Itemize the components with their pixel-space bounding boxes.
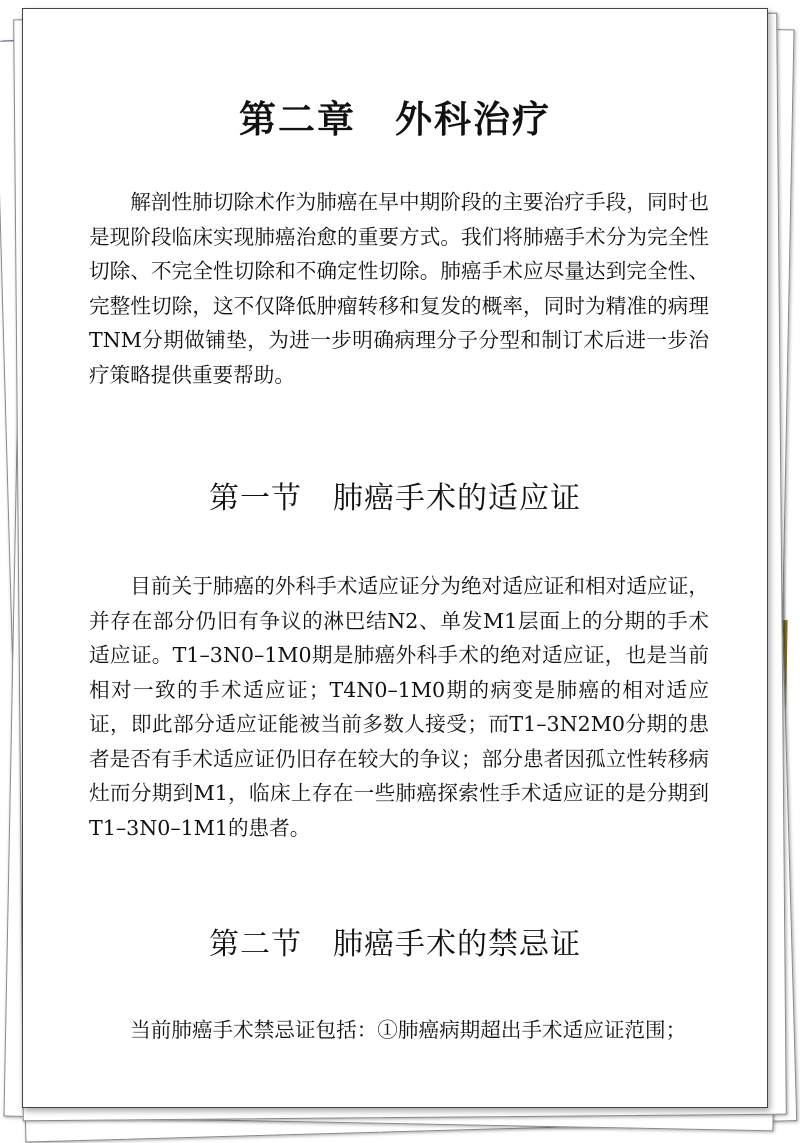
section-2-paragraph: 当前肺癌手术禁忌证包括：①肺癌病期超出手术适应证范围； [130, 1018, 687, 1042]
document-page [22, 8, 768, 1108]
section-1-paragraph: 目前关于肺癌的外科手术适应证分为绝对适应证和相对适应证，并存在部分仍旧有争议的淋巴结N2、单发M1层面上的分期的手术适应证。T1–3N0–1M0期是肺癌外科手术的绝对适应证，也是当前相对一致的手术适应证；T4N0–1M0期的病变是肺癌的相对适应证，即此部分适应证能被当前多数人接受；而T1–3N2M0分期的患者是否有手术适应证仍旧存在较大的争议；部分患者因孤立性转移病灶而分期到M1，临床上存在一些肺癌探索性手术适应证的是分期到T1–3N0–1M1的患者。 [89, 574, 709, 840]
section-1-title: 第一节 肺癌手术的适应证 [209, 481, 581, 516]
chapter-title: 第二章 外科治疗 [239, 97, 551, 141]
chapter-intro-paragraph: 解剖性肺切除术作为肺癌在早中期阶段的主要治疗手段，同时也是现阶段临床实现肺癌治愈的重要方式。我们将肺癌手术分为完全性切除、不完全性切除和不确定性切除。肺癌手术应尽量达到完全性、完整性切除，这不仅降低肿瘤转移和复发的概率，同时为精准的病理TNM分期做铺垫，为进一步明确病理分子分型和制订术后进一步治疗策略提供重要帮助。 [89, 190, 709, 387]
section-2-title: 第二节 肺癌手术的禁忌证 [209, 927, 581, 962]
